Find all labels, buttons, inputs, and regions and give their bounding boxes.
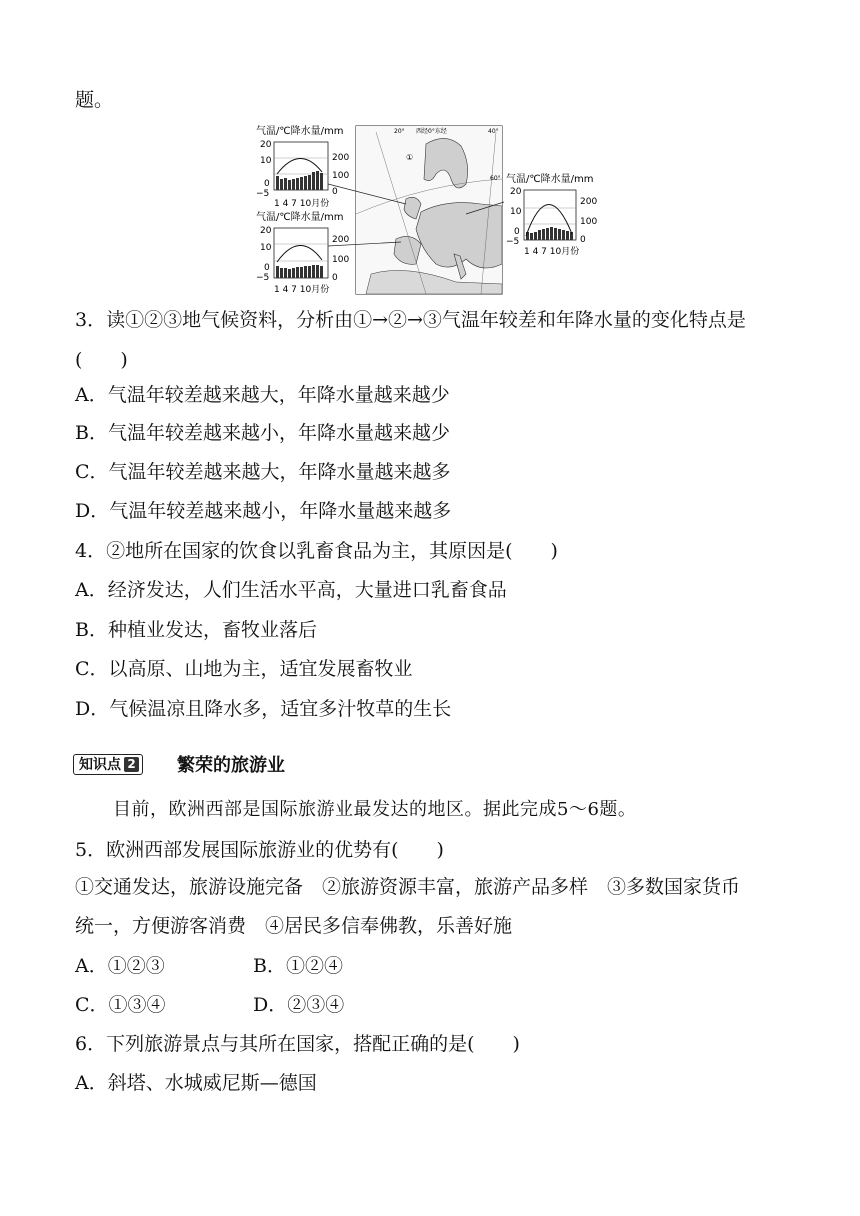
climate-chart-1 — [256, 124, 349, 209]
svg-text:1 4 7 10月份: 1 4 7 10月份 — [524, 247, 580, 257]
svg-text:200: 200 — [332, 235, 350, 245]
q6-stem: 6．下列旅游景点与其所在国家，搭配正确的是( ) — [75, 1033, 520, 1055]
svg-text:−5: −5 — [256, 273, 270, 283]
svg-text:1 4 7 10月份: 1 4 7 10月份 — [274, 199, 330, 209]
q5-items-line1: ①交通发达，旅游设施完备 ②旅游资源丰富，旅游产品多样 ③多数国家货币 — [75, 876, 741, 898]
svg-text:0: 0 — [580, 235, 586, 245]
q5-option-c[interactable]: C．①③④ — [75, 994, 166, 1016]
q5-option-d[interactable]: D．②③④ — [253, 994, 345, 1016]
top-fragment: 题。 — [75, 89, 114, 111]
svg-text:10: 10 — [260, 243, 272, 253]
q3-stem: 3．读①②③地气候资料，分析由①→②→③气温年较差和年降水量的变化特点是 — [75, 309, 746, 331]
svg-text:西经0°东经: 西经0°东经 — [416, 128, 447, 135]
climate-chart-3 — [506, 172, 597, 257]
europe-map — [328, 126, 504, 294]
chart1-axis-title: 气温/℃降水量/mm — [256, 126, 344, 137]
q5-option-b[interactable]: B．①②④ — [253, 955, 343, 977]
q4-option-d[interactable]: D．气候温凉且降水多，适宜多汁牧草的生长 — [75, 698, 452, 720]
svg-text:20: 20 — [510, 187, 522, 197]
svg-text:0: 0 — [332, 273, 338, 283]
climate-chart-2 — [256, 210, 349, 295]
q5-option-a[interactable]: A．①②③ — [75, 955, 165, 977]
q3-answer-paren: ( ) — [75, 349, 128, 371]
badge-label: 知识点 — [79, 757, 121, 773]
svg-text:100: 100 — [580, 217, 598, 227]
svg-text:0: 0 — [264, 263, 270, 273]
svg-text:200: 200 — [332, 153, 350, 163]
q3-option-c[interactable]: C．气温年较差越来越大，年降水量越来越多 — [75, 461, 451, 483]
svg-text:0: 0 — [514, 227, 520, 237]
svg-text:−5: −5 — [506, 237, 520, 247]
chart2-axis-title: 气温/℃降水量/mm — [256, 212, 344, 223]
climate-figure — [256, 124, 606, 296]
q3-option-d[interactable]: D．气温年较差越来越小，年降水量越来越多 — [75, 500, 452, 522]
chart3-axis-title: 气温/℃降水量/mm — [506, 174, 594, 185]
q4-option-b[interactable]: B．种植业发达，畜牧业落后 — [75, 619, 317, 641]
svg-text:①: ① — [406, 153, 414, 162]
q3-option-a[interactable]: A．气温年较差越来越大，年降水量越来越少 — [75, 384, 450, 406]
svg-text:200: 200 — [580, 197, 598, 207]
svg-text:40°: 40° — [488, 128, 499, 135]
svg-text:20°: 20° — [394, 128, 405, 135]
svg-text:100: 100 — [332, 171, 350, 181]
svg-text:60°: 60° — [490, 175, 501, 182]
section-title: 繁荣的旅游业 — [177, 755, 285, 776]
svg-text:10: 10 — [510, 207, 522, 217]
q6-option-a[interactable]: A．斜塔、水城威尼斯—德国 — [75, 1072, 317, 1094]
svg-text:20: 20 — [260, 226, 272, 236]
svg-text:20: 20 — [260, 140, 272, 150]
svg-text:100: 100 — [332, 255, 350, 265]
knowledge-point-badge — [73, 754, 143, 775]
svg-text:1 4 7 10月份: 1 4 7 10月份 — [274, 285, 330, 295]
svg-text:−5: −5 — [256, 189, 270, 199]
intro-text: 目前，欧洲西部是国际旅游业最发达的地区。据此完成5～6题。 — [113, 799, 637, 820]
q4-option-a[interactable]: A．经济发达，人们生活水平高，大量进口乳畜食品 — [75, 579, 507, 601]
svg-text:0: 0 — [332, 187, 338, 197]
svg-text:0: 0 — [264, 179, 270, 189]
svg-text:10: 10 — [260, 156, 272, 166]
q4-option-c[interactable]: C．以高原、山地为主，适宜发展畜牧业 — [75, 658, 413, 680]
q3-option-b[interactable]: B．气温年较差越来越小，年降水量越来越少 — [75, 422, 450, 444]
q4-stem: 4．②地所在国家的饮食以乳畜食品为主，其原因是( ) — [75, 540, 558, 562]
section-heading — [73, 752, 285, 776]
q5-items-line2: 统一，方便游客消费 ④居民多信奉佛教，乐善好施 — [75, 915, 513, 937]
q5-stem: 5．欧洲西部发展国际旅游业的优势有( ) — [75, 839, 444, 861]
badge-number: 2 — [124, 757, 139, 772]
